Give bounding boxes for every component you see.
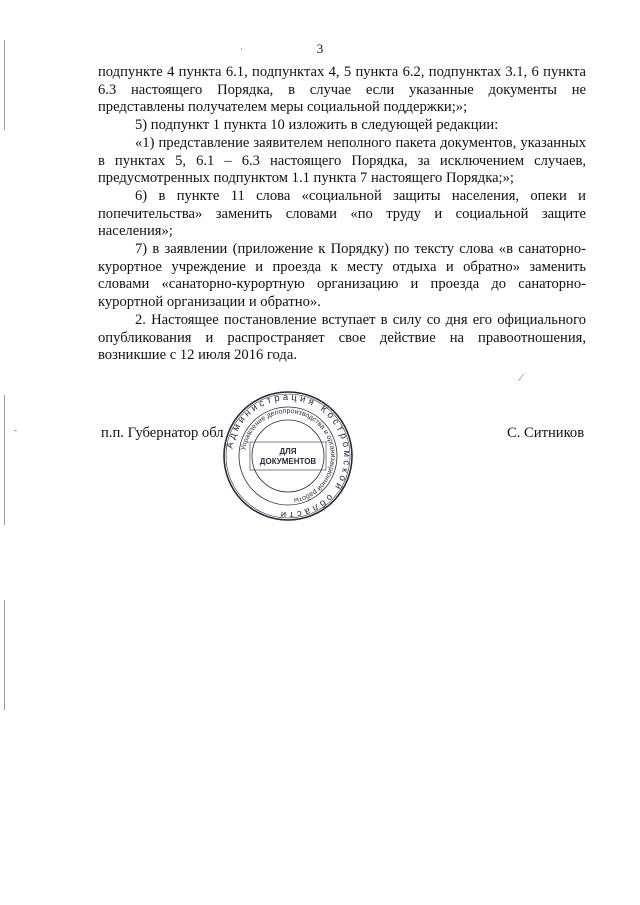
- page-number: 3: [316, 41, 324, 56]
- paragraph-3: «1) представление заявителем неполного пакета документов, указанных в пунктах 5, 6.1 – 6.3 настоящего Порядка, за исключением случаев, предусмотренных подпунктом 1.1 пункта 7 настоящего Порядка;»;: [98, 134, 586, 187]
- seal-center-line1: ДЛЯ: [279, 447, 297, 456]
- signatory-name: С. Ситников: [507, 425, 585, 441]
- paragraph-2: 5) подпункт 1 пункта 10 изложить в следующей редакции:: [135, 117, 499, 134]
- paragraph-1: подпункте 4 пункта 6.1, подпунктах 4, 5 пункта 6.2, подпунктах 3.1, 6 пункта 6.3 настоящего Порядка, в случае если указанные документы не представлены получателем меры социальной поддержки;»;: [98, 64, 586, 116]
- scan-speck: ⁄: [520, 372, 522, 384]
- paragraph-4: 6) в пункте 11 слова «социальной защиты населения, опеки и попечительства» заменить словами «по труду и социальной защите населения»;: [98, 187, 586, 240]
- scan-edge-mark: [4, 600, 5, 710]
- scan-speck: ·: [240, 44, 243, 54]
- scan-edge-mark: [4, 395, 5, 525]
- paragraph-6: 2. Настоящее постановление вступает в силу со дня его официального опубликования и распространяет свое действие на правоотношения, возникшие с 12 июля 2016 года.: [98, 311, 586, 364]
- paragraph-5: 7) в заявлении (приложение к Порядку) по тексту слова «в санаторно-курортное учреждение и проезда к месту отдыха и обратно» заменить словами «санаторно-курортную организацию и проезда до санаторно-курортной организации и обратно».: [98, 241, 586, 311]
- scan-speck: -: [14, 425, 17, 435]
- scan-edge-mark: [4, 40, 5, 130]
- official-seal: [222, 390, 354, 522]
- seal-center-line2: ДОКУМЕНТОВ: [259, 457, 317, 466]
- seal-outer-text: Администрация Костромской области: [224, 391, 353, 521]
- seal-inner-text: Управление делопроизводства и организационной работы: [240, 407, 337, 504]
- document-body: [98, 64, 586, 365]
- signatory-position: п.п. Губернатор обл: [101, 425, 224, 441]
